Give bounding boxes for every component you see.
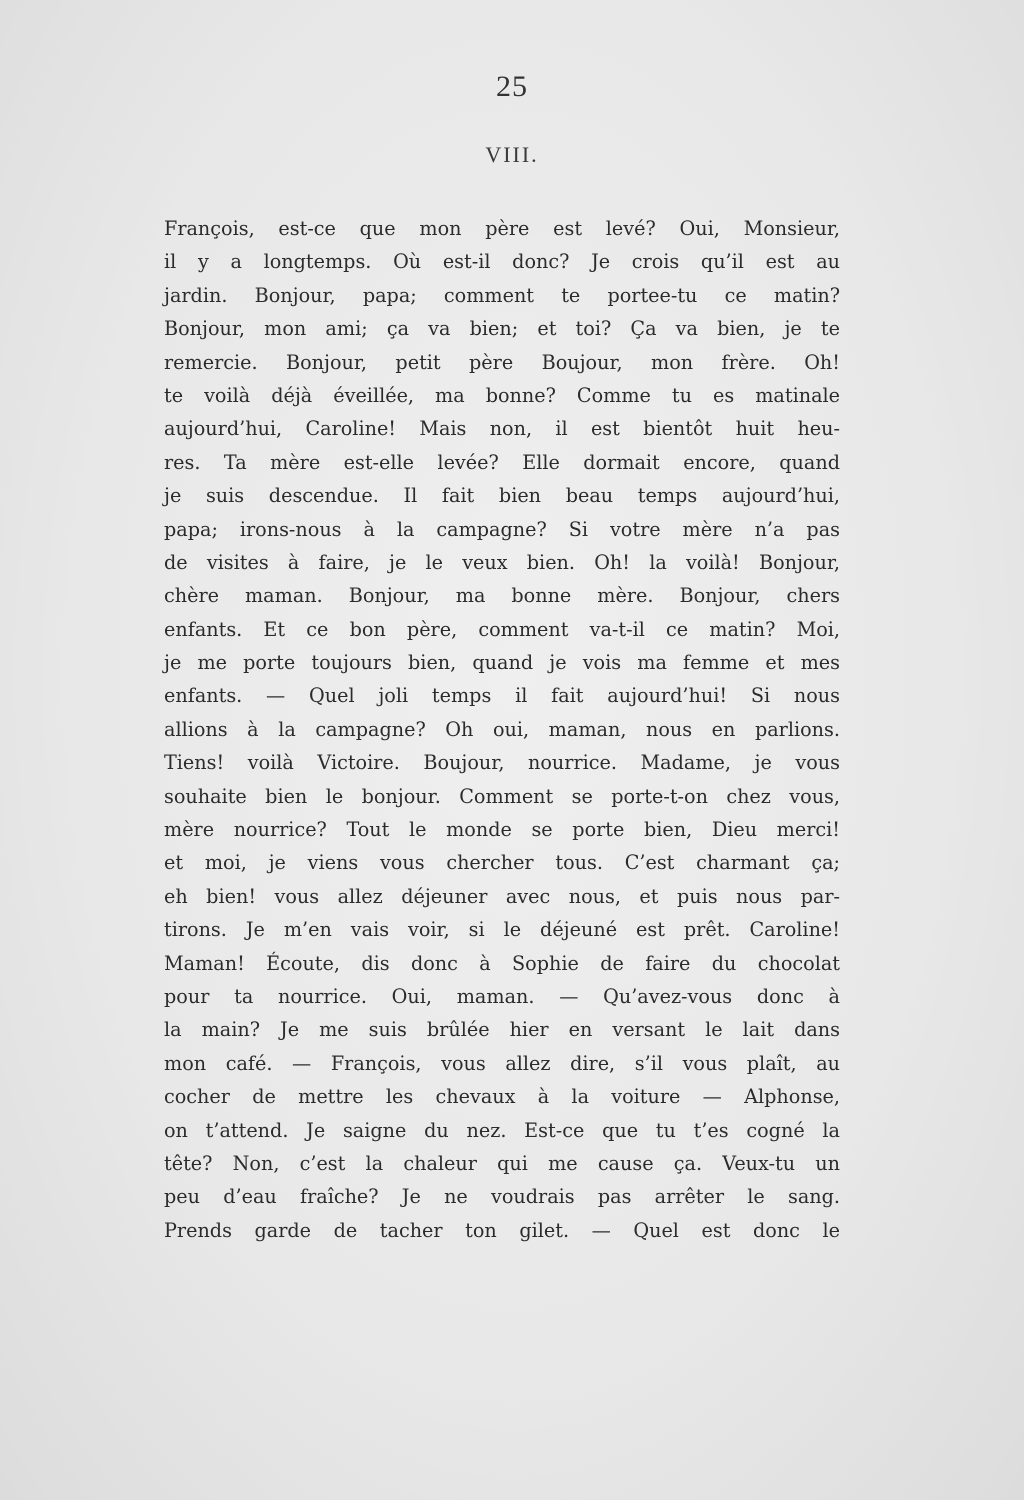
text-line: allions à la campagne? Oh oui, maman, nous en parlions. xyxy=(164,717,840,741)
text-line: je me porte toujours bien, quand je vois ma femme et mes xyxy=(164,651,840,675)
text-line: tête? Non, c’est la chaleur qui me cause ça. Veux-tu un xyxy=(164,1151,840,1175)
text-line: peu d’eau fraîche? Je ne voudrais pas arrêter le sang. xyxy=(164,1185,840,1209)
text-line: mère nourrice? Tout le monde se porte bien, Dieu merci! xyxy=(164,818,840,842)
text-line: papa; irons-nous à la campagne? Si votre mère n’a pas xyxy=(164,517,840,541)
chapter-heading: VIII. xyxy=(485,142,539,167)
text-line: souhaite bien le bonjour. Comment se porte-t-on chez vous, xyxy=(164,784,840,808)
text-line: res. Ta mère est-elle levée? Elle dormait encore, quand xyxy=(164,450,840,474)
text-line: eh bien! vous allez déjeuner avec nous, et puis nous par- xyxy=(164,884,840,908)
text-line: enfants. — Quel joli temps il fait aujourd’hui! Si nous xyxy=(164,684,840,708)
text-line: remercie. Bonjour, petit père Boujour, mon frère. Oh! xyxy=(164,350,840,374)
text-line: cocher de mettre les chevaux à la voiture — Alphonse, xyxy=(164,1085,840,1109)
text-line: de visites à faire, je le veux bien. Oh! la voilà! Bonjour, xyxy=(164,550,840,574)
text-line: il y a longtemps. Où est-il donc? Je crois qu’il est au xyxy=(164,250,840,274)
text-line: Bonjour, mon ami; ça va bien; et toi? Ça va bien, je te xyxy=(164,317,840,341)
text-line: et moi, je viens vous chercher tous. C’est charmant ça; xyxy=(164,851,840,875)
text-line: enfants. Et ce bon père, comment va-t-il ce matin? Moi, xyxy=(164,617,840,641)
text-line: on t’attend. Je saigne du nez. Est-ce que tu t’es cogné la xyxy=(164,1118,840,1142)
text-line: mon café. — François, vous allez dire, s’il vous plaît, au xyxy=(164,1051,840,1075)
text-line: te voilà déjà éveillée, ma bonne? Comme tu es matinale xyxy=(164,383,840,407)
text-line: je suis descendue. Il fait bien beau temps aujourd’hui, xyxy=(164,484,840,508)
text-line: aujourd’hui, Caroline! Mais non, il est bientôt huit heu- xyxy=(164,417,840,441)
page-number: 25 xyxy=(496,70,528,103)
text-line: François, est-ce que mon père est levé? Oui, Monsieur, xyxy=(164,217,840,240)
text-line: pour ta nourrice. Oui, maman. — Qu’avez-vous donc à xyxy=(164,984,840,1008)
text-line: Maman! Écoute, dis donc à Sophie de faire du chocolat xyxy=(164,951,840,975)
text-line: chère maman. Bonjour, ma bonne mère. Bonjour, chers xyxy=(164,584,840,608)
body-text xyxy=(164,212,840,1247)
text-line: jardin. Bonjour, papa; comment te portee-tu ce matin? xyxy=(164,283,840,307)
text-line: Prends garde de tacher ton gilet. — Quel est donc le xyxy=(164,1218,840,1242)
text-line: la main? Je me suis brûlée hier en versant le lait dans xyxy=(164,1018,840,1042)
text-line: Tiens! voilà Victoire. Boujour, nourrice. Madame, je vous xyxy=(164,751,840,775)
text-line: tirons. Je m’en vais voir, si le déjeuné est prêt. Caroline! xyxy=(164,918,840,942)
